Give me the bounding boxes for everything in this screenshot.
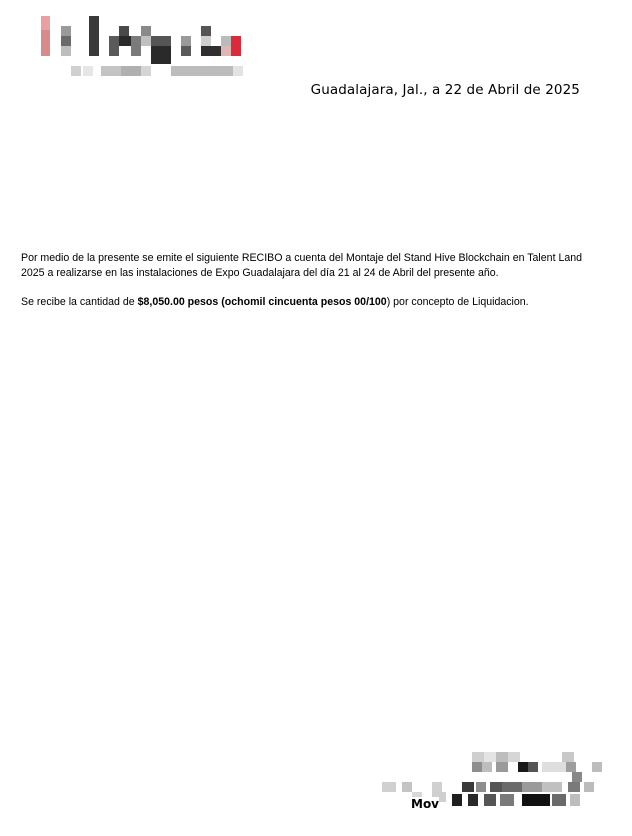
date-line: Guadalajara, Jal., a 22 de Abril de 2025 bbox=[310, 82, 580, 98]
amount-suffix: ) por concepto de Liquidacion. bbox=[386, 296, 529, 308]
receipt-body bbox=[21, 251, 601, 310]
amount-text: $8,050.00 pesos (ochomil cincuenta pesos 00/100 bbox=[137, 296, 387, 308]
amount-prefix: Se recibe la cantidad de bbox=[21, 296, 138, 308]
company-logo bbox=[41, 16, 253, 78]
footer-partial-text: Mov bbox=[411, 797, 440, 811]
signature-block bbox=[372, 752, 612, 836]
receipt-paragraph-2 bbox=[21, 295, 601, 310]
receipt-paragraph-1: Por medio de la presente se emite el siguiente RECIBO a cuenta del Montaje del Stand Hive Blockchain en Talent Land 2025 a realizarse en las instalaciones de Expo Guadalajara del día 21 al 24 de Abril del presente año. bbox=[21, 252, 583, 279]
